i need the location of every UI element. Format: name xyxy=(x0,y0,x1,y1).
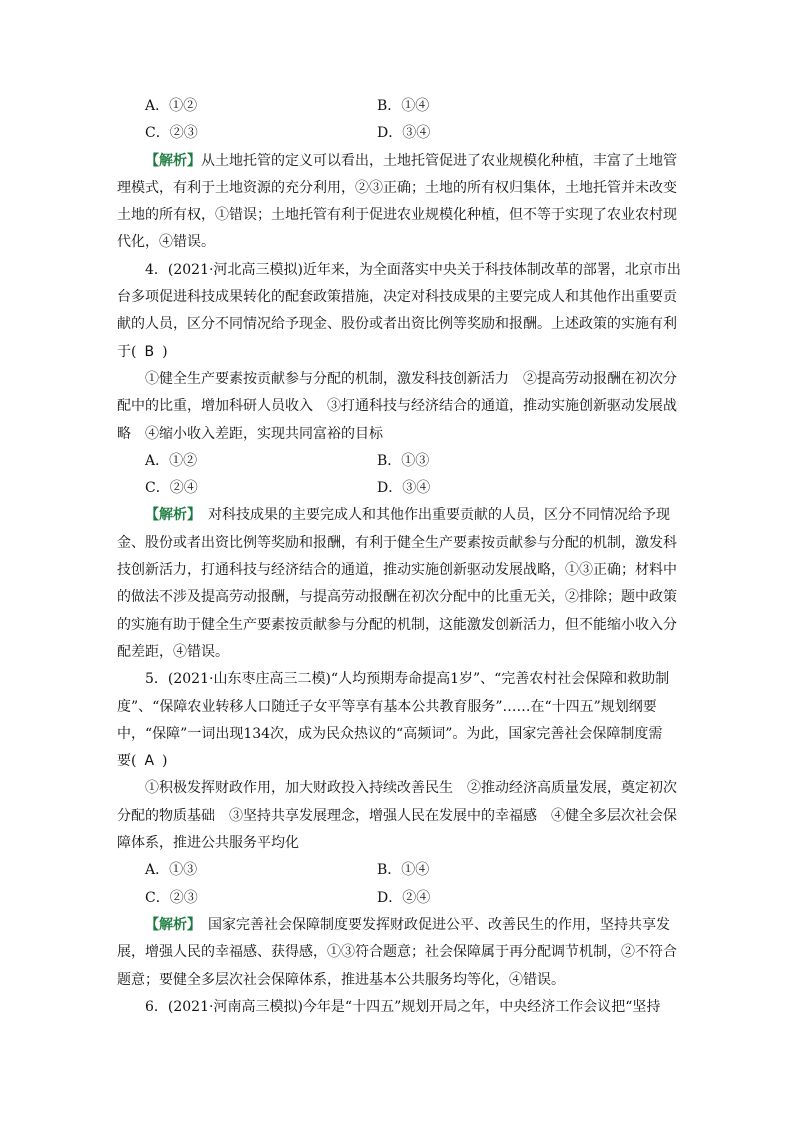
question-stem: ) xyxy=(162,343,168,360)
analysis-text: 对科技成果的主要完成人和其他作出重要贡献的人员，区分不同情况给予现 xyxy=(194,507,670,524)
option-b: B．①③ xyxy=(377,452,430,469)
answer-letter: B xyxy=(144,343,155,360)
options-row xyxy=(117,885,683,912)
statement-text: ①积极发挥财政作用，加大财政投入持续改善民生 ②推动经济高质量发展，奠定初次 xyxy=(145,780,677,797)
analysis-text: 从土地托管的定义可以看出，土地托管促进了农业规模化种植，丰富了土地管 xyxy=(201,152,677,169)
question-stem: 于( xyxy=(117,343,137,360)
analysis xyxy=(117,502,683,666)
statement-text: 分配的物质基础 ③坚持共享发展理念，增强人民在发展中的幸福感 ④健全多层次社会保 xyxy=(117,807,677,824)
analysis-text: 代化，④错误。 xyxy=(117,234,215,251)
analysis-text: 金、股份或者出资比例等奖励和报酬，有利于健全生产要素按贡献参与分配的机制，激发科 xyxy=(117,534,677,551)
statement-text: ①健全生产要素按贡献参与分配的机制，激发科技创新活力 ②提高劳动报酬在初次分 xyxy=(145,370,677,387)
option-c: C．②③ xyxy=(145,889,198,906)
answer-letter: A xyxy=(144,753,155,770)
question-stem: 4．(2021·河北高三模拟)近年来，为全面落实中央关于科技体制改革的部署，北京市出 xyxy=(145,261,681,278)
analysis xyxy=(117,148,683,257)
analysis-text: 的实施有助于健全生产要素按贡献参与分配的机制，这能激发创新活力，但不能缩小收入分 xyxy=(117,616,677,633)
options-row xyxy=(117,857,683,884)
analysis-tag: 【解析】 xyxy=(145,507,194,524)
analysis-text: 技创新活力，打通科技与经济结合的通道，推动实施创新驱动发展战略，①③正确；材料中 xyxy=(117,562,677,579)
question-stem: 中，“保障”一词出现134次，成为民众热议的“高频词”。为此，国家完善社会保障制度需 xyxy=(117,725,663,742)
analysis-text: 的做法不涉及提高劳动报酬，与提高劳动报酬在初次分配中的比重无关，②排除；题中政策 xyxy=(117,589,677,606)
question-5 xyxy=(117,666,683,994)
question-stem: 要( xyxy=(117,753,137,770)
options-row xyxy=(117,475,683,502)
option-d: D．③④ xyxy=(377,125,431,142)
analysis-text: 国家完善社会保障制度要发挥财政促进公平、改善民生的作用，坚持共享发 xyxy=(194,916,670,933)
analysis-text: 配差距，④错误。 xyxy=(117,643,229,660)
analysis-text: 土地的所有权，①错误；土地托管有利于促进农业规模化种植，但不等于实现了农业农村现 xyxy=(117,207,677,224)
analysis-text: 理模式，有利于土地资源的充分利用，②③正确；土地的所有权归集体，土地托管并未改变 xyxy=(117,179,677,196)
analysis-text: 展，增强人民的幸福感、获得感，①③符合题意；社会保障属于再分配调节机制，②不符合 xyxy=(117,944,677,961)
option-a: A．①② xyxy=(145,452,198,469)
page-content xyxy=(117,93,683,1021)
option-d: D．②④ xyxy=(377,889,431,906)
question-3 xyxy=(117,93,683,257)
question-stem: 5．(2021·山东枣庄高三二模)“人均预期寿命提高1岁”、“完善农村社会保障和救助制 xyxy=(145,671,670,688)
analysis xyxy=(117,912,683,994)
statement-text: 略 ④缩小收入差距，实现共同富裕的目标 xyxy=(117,425,383,442)
options-row xyxy=(117,448,683,475)
option-d: D．③④ xyxy=(377,480,431,497)
question-stem: 献的人员，区分不同情况给予现金、股份或者出资比例等奖励和报酬。上述政策的实施有利 xyxy=(117,316,677,333)
options-row xyxy=(117,120,683,147)
options-row xyxy=(117,93,683,120)
analysis-tag: 【解析】 xyxy=(145,916,194,933)
question-stem: 台多项促进科技成果转化的配套政策措施，决定对科技成果的主要完成人和其他作出重要贡 xyxy=(117,289,677,306)
question-stem: 度”、“保障农业转移人口随迁子女平等享有基本公共教育服务”……在“十四五”规划纲要 xyxy=(117,698,657,715)
question-6 xyxy=(117,994,683,1021)
statement-text: 配中的比重，增加科研人员收入 ③打通科技与经济结合的通道，推动实施创新驱动发展战 xyxy=(117,398,677,415)
question-stem: 6．(2021·河南高三模拟)今年是“十四五”规划开局之年，中央经济工作会议把“坚持 xyxy=(145,998,661,1015)
option-b: B．①④ xyxy=(377,862,430,879)
option-c: C．②③ xyxy=(145,125,198,142)
option-a: A．①② xyxy=(145,98,198,114)
analysis-tag: 【解析】 xyxy=(145,152,201,169)
question-stem: ) xyxy=(162,753,168,770)
analysis-text: 题意；要健全多层次社会保障体系，推进基本公共服务均等化，④错误。 xyxy=(117,971,565,988)
question-4 xyxy=(117,257,683,666)
option-b: B．①④ xyxy=(377,98,430,114)
statement-text: 障体系，推进公共服务平均化 xyxy=(117,835,299,852)
option-a: A．①③ xyxy=(145,862,198,879)
option-c: C．②④ xyxy=(145,480,198,497)
